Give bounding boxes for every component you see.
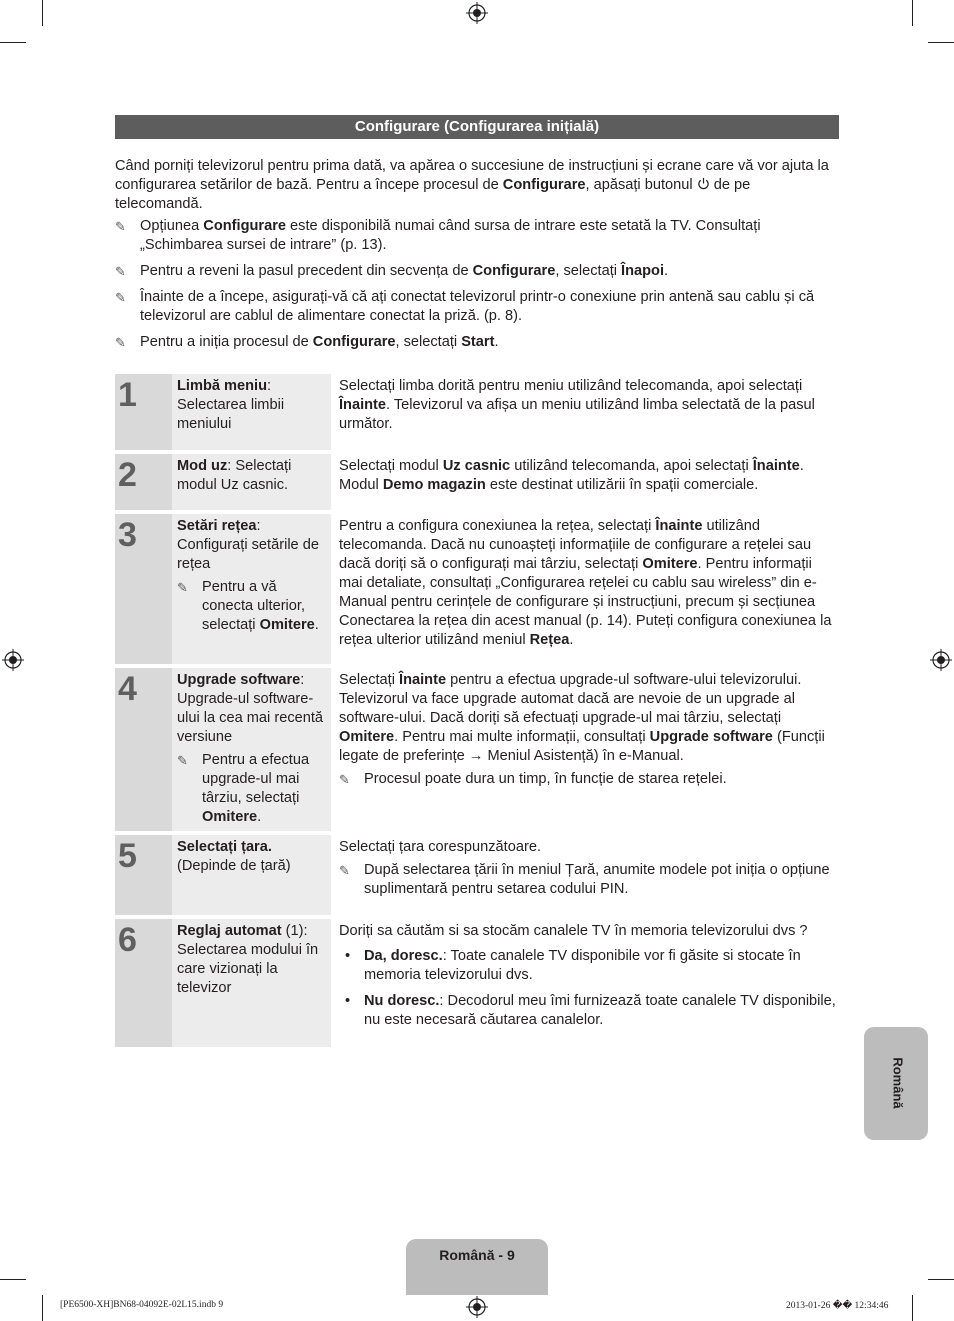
step-label-note: ✎ Pentru a vă conecta ulterior, selectați Omitere. <box>177 579 319 633</box>
steps-table <box>115 370 839 1051</box>
step-description-note: ✎ După selectarea țării în meniul Țară, anumite modele pot iniția o opțiune suplimentară pentru setarea codului PIN. <box>339 862 830 897</box>
pencil-note-icon: ✎ <box>339 863 350 878</box>
step-label: Setări rețea: Configurați setările de rețea ✎ Pentru a vă conecta ulterior, selectați Omitere. <box>172 514 331 664</box>
registration-mark-icon <box>2 649 24 671</box>
step-description: Selectați limba dorită pentru meniu utilizând telecomanda, apoi selectați Înainte. Televizorul va afișa un meniu utilizând limba selectată de la pasul următor. <box>339 378 815 432</box>
registration-mark-icon <box>466 2 488 24</box>
page-number-tab <box>406 1239 548 1295</box>
step-label: Selectați țara. (Depinde de țară) <box>172 835 331 915</box>
pencil-note-icon: ✎ <box>115 219 126 234</box>
step-number: 6 <box>115 919 172 1047</box>
step-description: Selectați țara corespunzătoare. ✎ După selectarea țării în meniul Țară, anumite modele pot iniția o opțiune suplimentară pentru setarea codului PIN. <box>334 835 839 915</box>
step-label: Mod uz: Selectați modul Uz casnic. <box>172 454 331 510</box>
step-number: 3 <box>115 514 172 664</box>
power-icon <box>697 177 710 190</box>
crop-mark <box>0 1279 26 1280</box>
crop-mark <box>928 42 954 43</box>
step-row <box>115 835 839 915</box>
pencil-note-icon: ✎ <box>115 290 126 305</box>
step-number: 4 <box>115 668 172 831</box>
intro <box>115 157 839 359</box>
step-label: Upgrade software: Upgrade-ul software-ului la cea mai recentă versiune ✎ Pentru a efectua upgrade-ul mai târziu, selectați Omitere. <box>172 668 331 831</box>
step-label-note: ✎ Pentru a efectua upgrade-ul mai târziu, selectați Omitere. <box>177 752 310 825</box>
note: ✎ Înainte de a începe, asigurați-vă că ați conectat televizorul printr-o conexiune prin antenă sau cablu și că televizorul are cablul de alimentare conectat la priză. (p. 8). <box>115 289 815 324</box>
pencil-note-icon: ✎ <box>177 580 188 595</box>
step-row <box>115 514 839 664</box>
list-item: • Da, doresc.: Toate canalele TV disponibile vor fi găsite si stocate în memoria televizorului dvs. <box>339 947 839 985</box>
step-description-note: ✎ Procesul poate dura un timp, în funcție de starea rețelei. <box>339 771 727 787</box>
step-description: Pentru a configura conexiunea la rețea, selectați Înainte utilizând telecomanda. Dacă nu cunoașteți informațiile de configurare a rețelei sau dacă doriți să o configurați mai târziu, selectați Omitere. Pentru informații mai detaliate, consultați „Configurarea rețelei cu cablu sau wireless” din e-Manual pentru cerințele de configurare și instrucțiuni, precum și secțiunea Conectarea la rețea din acest manual (p. 14). Puteți configura conexiunea la rețea ulterior utilizând meniul Rețea. <box>339 518 832 648</box>
step-description: Selectați Înainte pentru a efectua upgrade-ul software-ului televizorului. Televizorul va face upgrade automat dacă are nevoie de un upgrade al software-ului. Dacă doriți să efectuați upgrade-ul mai târziu, selectați Omitere. Pentru mai multe informații, consultați Upgrade software (Funcții legate de preferințe → Meniul Asistență) în e-Manual. ✎ Procesul poate dura un timp, în funcție de starea rețelei. <box>334 668 839 831</box>
page-number: Română - 9 <box>439 1247 515 1263</box>
step-row <box>115 454 839 510</box>
footer-left: [PE6500-XH]BN68-04092E-02L15.indb 9 <box>60 1300 224 1310</box>
registration-mark-icon <box>466 1296 488 1318</box>
step-description: Selectați modul Uz casnic utilizând telecomanda, apoi selectați Înainte. Modul Demo magazin este destinat utilizării în spații comerciale. <box>339 458 804 493</box>
crop-mark <box>928 1279 954 1280</box>
note: ✎ Pentru a reveni la pasul precedent din secvența de Configurare, selectați Înapoi. <box>115 263 669 279</box>
step-number: 1 <box>115 374 172 450</box>
list-item: • Nu doresc.: Decodorul meu îmi furnizează toate canalele TV disponibile, nu este necesară căutarea canalelor. <box>339 992 839 1030</box>
step-label: Limbă meniu: Selectarea limbii meniului <box>172 374 331 450</box>
step-description: Doriți sa căutăm si sa stocăm canalele TV în memoria televizorului dvs ? • Da, doresc.: Toate canalele TV disponibile vor fi găsite si stocate în memoria televizorului dvs. • Nu doresc.: Decodorul meu îmi furnizează toate canalele TV disponibile, nu este necesară căutarea canalelor. <box>334 919 839 1047</box>
crop-mark <box>42 0 43 26</box>
footer-right: 2013-01-26 �� 12:34:46 <box>786 1301 889 1311</box>
step-number: 5 <box>115 835 172 915</box>
crop-mark <box>912 1295 913 1321</box>
language-side-tab: Română <box>864 1027 928 1140</box>
note: ✎ Opțiunea Configurare este disponibilă numai când sursa de intrare este setată la TV. Consultați „Schimbarea sursei de intrare” (p. 13). <box>115 218 761 253</box>
pencil-note-icon: ✎ <box>339 772 350 787</box>
step-label: Reglaj automat (1): Selectarea modului în care vizionați la televizor <box>172 919 331 1047</box>
note: ✎ Pentru a iniția procesul de Configurare, selectați Start. <box>115 334 499 350</box>
pencil-note-icon: ✎ <box>177 753 188 768</box>
step-row <box>115 668 839 831</box>
option-list <box>339 947 839 1030</box>
crop-mark <box>42 1295 43 1321</box>
pencil-note-icon: ✎ <box>115 264 126 279</box>
section-title: Configurare (Configurarea inițială) <box>115 115 839 139</box>
intro-paragraph: Când porniți televizorul pentru prima dată, va apărea o succesiune de instrucțiuni și ecrane care vă vor ajuta la configurarea setărilor de bază. Pentru a începe procesul de Configurare, apăsați butonul de pe telecomandă. <box>115 158 829 212</box>
step-row <box>115 374 839 450</box>
step-row <box>115 919 839 1047</box>
crop-mark <box>0 42 26 43</box>
step-number: 2 <box>115 454 172 510</box>
crop-mark <box>912 0 913 26</box>
registration-mark-icon <box>930 649 952 671</box>
pencil-note-icon: ✎ <box>115 335 126 350</box>
